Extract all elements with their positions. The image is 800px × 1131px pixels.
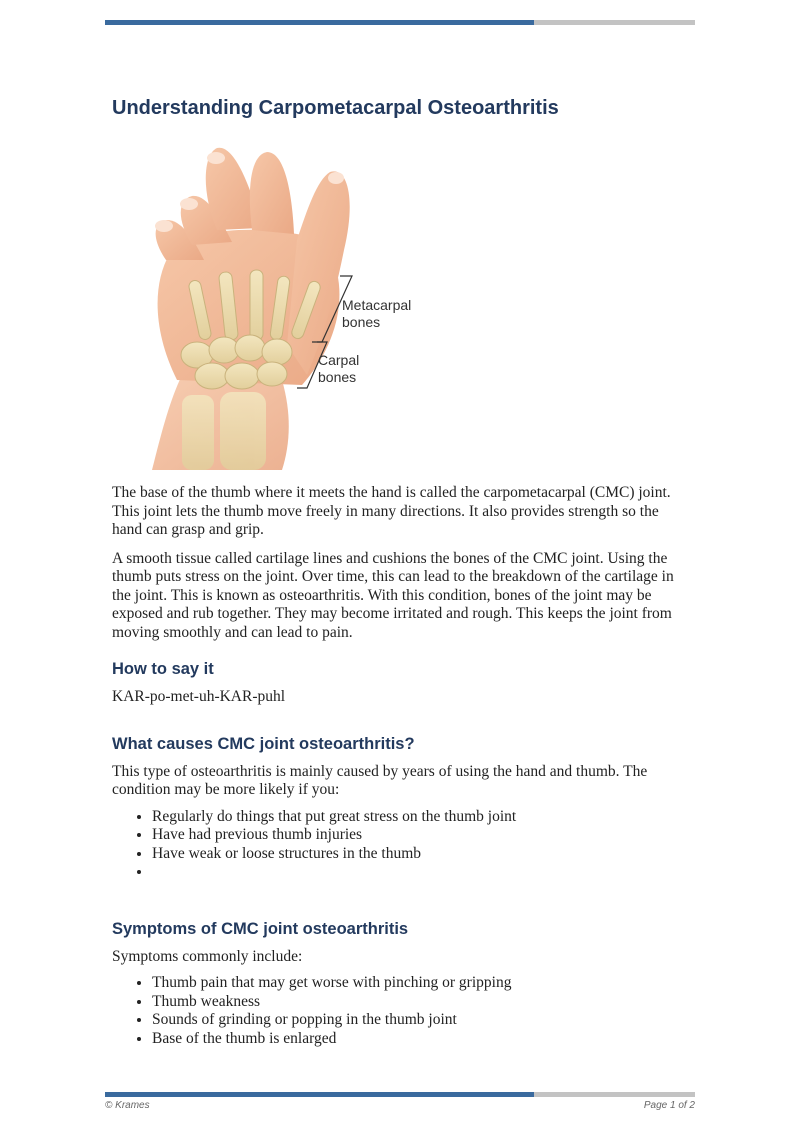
bottom-rule-track [534, 1092, 695, 1097]
list-item: • Base of the thumb is enlarged [152, 1030, 692, 1049]
page-title: Understanding Carpometacarpal Osteoarthritis [112, 97, 559, 119]
list-item: • Have had previous thumb injuries [152, 826, 692, 845]
symptoms-text: Symptoms commonly include: [112, 947, 303, 965]
hand-illustration [122, 130, 432, 470]
symptoms-heading: Symptoms of CMC joint osteoarthritis [112, 919, 409, 938]
intro-paragraph: The base of the thumb where it meets the hand is called the carpometacarpal (CMC) joint. This joint lets the thumb move freely in many directions. It also provides strength so the hand can grasp and grip. [112, 484, 671, 538]
list-item: • Regularly do things that put great stress on the thumb joint [152, 808, 692, 827]
top-rule-accent [105, 20, 534, 25]
symptoms-list [112, 974, 692, 1048]
top-rule [105, 20, 695, 25]
list-item: • Thumb pain that may get worse with pinching or gripping [152, 974, 692, 993]
metacarpal-label-line2: bones [342, 314, 381, 330]
page-content [112, 94, 692, 1048]
list-item: • Thumb weakness [152, 993, 692, 1012]
causes-heading: What causes CMC joint osteoarthritis? [112, 734, 415, 753]
causes-text: This type of osteoarthritis is mainly caused by years of using the hand and thumb. The condition may be more likely if you: [112, 762, 648, 798]
metacarpal-label-line1: Metacarpal [342, 297, 412, 313]
causes-list [112, 808, 692, 882]
how-to-say-heading: How to say it [112, 660, 214, 678]
carpal-label-line2: bones [318, 369, 357, 385]
list-item: • Have weak or loose structures in the thumb [152, 845, 692, 864]
pronunciation-text: KAR-po-met-uh-KAR-puhl [112, 688, 286, 705]
carpal-label-line1: Carpal [318, 352, 360, 368]
bottom-rule-accent [105, 1092, 534, 1097]
page-number: Page 1 of 2 [643, 1100, 695, 1111]
intro-paragraph: A smooth tissue called cartilage lines and cushions the bones of the CMC joint. Using the thumb puts stress on the joint. Over time, this can lead to the breakdown of the cartilage in the joint. This is known as osteoarthritis. With this condition, bones of the joint may be exposed and rub together. They may become irritated and rough. This keeps the joint from moving smoothly and can lead to pain. [112, 549, 674, 641]
list-item [152, 863, 692, 882]
list-item: • Sounds of grinding or popping in the thumb joint [152, 1011, 692, 1030]
hand-anatomy-image [122, 130, 432, 470]
top-rule-track [534, 20, 695, 25]
bottom-rule [105, 1092, 695, 1097]
copyright-text: © Krames [105, 1100, 150, 1111]
